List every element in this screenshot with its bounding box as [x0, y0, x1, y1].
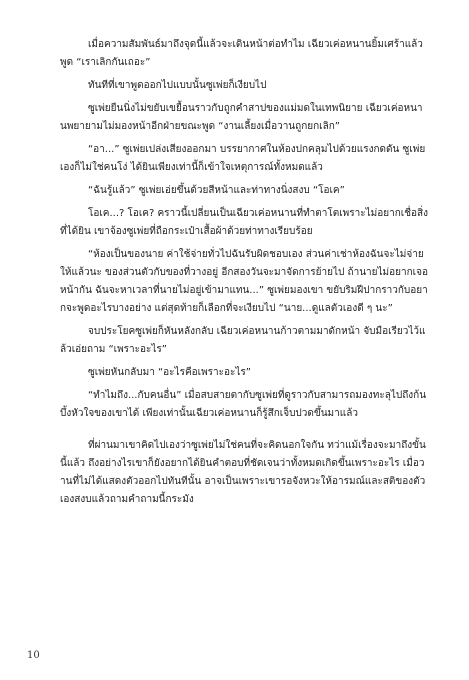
paragraph-10: “ทำไมถึง...กับคนอื่น” เมื่อสบสายตากับซูเพ่ยที่ดูราวกับสามารถมองทะลุไปถึงก้นบึ้งหัวใจของเขาได้ เพียงเท่านั้นเฉียวเค่อหนานก็รู้สึกเจ็บปวดขึ้นมาแล้ว — [60, 390, 427, 419]
paragraph-5: “ฉันรู้แล้ว” ซูเพ่ยเอ่ยขึ้นด้วยสีหน้าและท่าทางนิ่งสงบ “โอเค” — [88, 185, 345, 196]
paragraph-4: “อา...” ซูเพ่ยเปล่งเสียงออกมา บรรยากาศในห้องปกคลุมไปด้วยแรงกดดัน ซูเพ่ยเองก็ไม่ใช่คนโง่ ได้ยินเพียงเท่านี้ก็เข้าใจเหตุการณ์ทั้งหมดแล้ว — [60, 144, 426, 173]
paragraph-1: เมื่อความสัมพันธ์มาถึงจุดนี้แล้วจะเดินหน้าต่อทำไม เฉียวเค่อหนานยิ้มเศร้าแล้วพูด “เราเลิกกันเถอะ” — [60, 39, 423, 68]
page-number: 10 — [27, 650, 40, 661]
paragraph-9: ซูเพ่ยหันกลับมา “อะไรคือเพราะอะไร” — [88, 367, 251, 378]
paragraph-6: โอเค...? โอเค? คราวนี้เปลี่ยนเป็นเฉียวเค่อหนานที่ทำตาโตเพราะไม่อยากเชื่อสิ่งที่ได้ยิน เขาจ้องซูเพ่ยที่ถือกระเป๋าเสื้อผ้าด้วยท่าทางเรียบร้อย — [60, 208, 428, 237]
paragraph-11: ที่ผ่านมาเขาคิดไปเองว่าซูเพ่ยไม่ใช่คนที่จะคิดนอกใจกัน ทว่าแม้เรื่องจะมาถึงขั้นนี้แล้ว ถึงอย่างไรเขาก็ยังอยากได้ยินคำตอบที่ชัดเจนว่าทั้งหมดเกิดขึ้นเพราะอะไร เมื่อวานที่ไม่ได้แสดงตัวออกไปทันทีนั้น อาจเป็นเพราะเขารอจังหวะให้อารมณ์และสติของตัวเองสงบแล้วถามคำถามนี้กระมัง — [60, 440, 426, 505]
body-text — [60, 36, 428, 514]
paragraph-3: ซูเพ่ยยืนนิ่งไม่ขยับเขยื้อนราวกับถูกคำสาปของแม่มดในเทพนิยาย เฉียวเค่อหนานพยายามไม่มองหน้าอีกฝ่ายขณะพูด “งานเลี้ยงเมื่อวานถูกยกเลิก” — [60, 103, 423, 132]
paragraph-7: “ห้องเป็นของนาย ค่าใช้จ่ายทั่วไปฉันรับผิดชอบเอง ส่วนค่าเช่าห้องฉันจะไม่จ่ายให้แล้วนะ ของส่วนตัวกับของที่วางอยู่ อีกสองวันจะมาจัดการย้ายไป ถ้านายไม่อยากเจอหน้ากัน ฉันจะหาเวลาที่นายไม่อยู่เข้ามาแทน...” ซูเพ่ยมองเขา ขยับริมฝีปากราวกับอยากจะพูดอะไรบางอย่าง แต่สุดท้ายก็เลือกที่จะเงียบไป “นาย...ดูแลตัวเองดี ๆ นะ” — [60, 249, 428, 314]
paragraph-2: ทันทีที่เขาพูดออกไปแบบนั้นซูเพ่ยก็เงียบไป — [88, 80, 267, 91]
paragraph-8: จบประโยคซูเพ่ยก็หันหลังกลับ เฉียวเค่อหนานก้าวตามมาดักหน้า จับมือเรียวไว้แล้วเอ่ยถาม “เพราะอะไร” — [60, 326, 426, 355]
